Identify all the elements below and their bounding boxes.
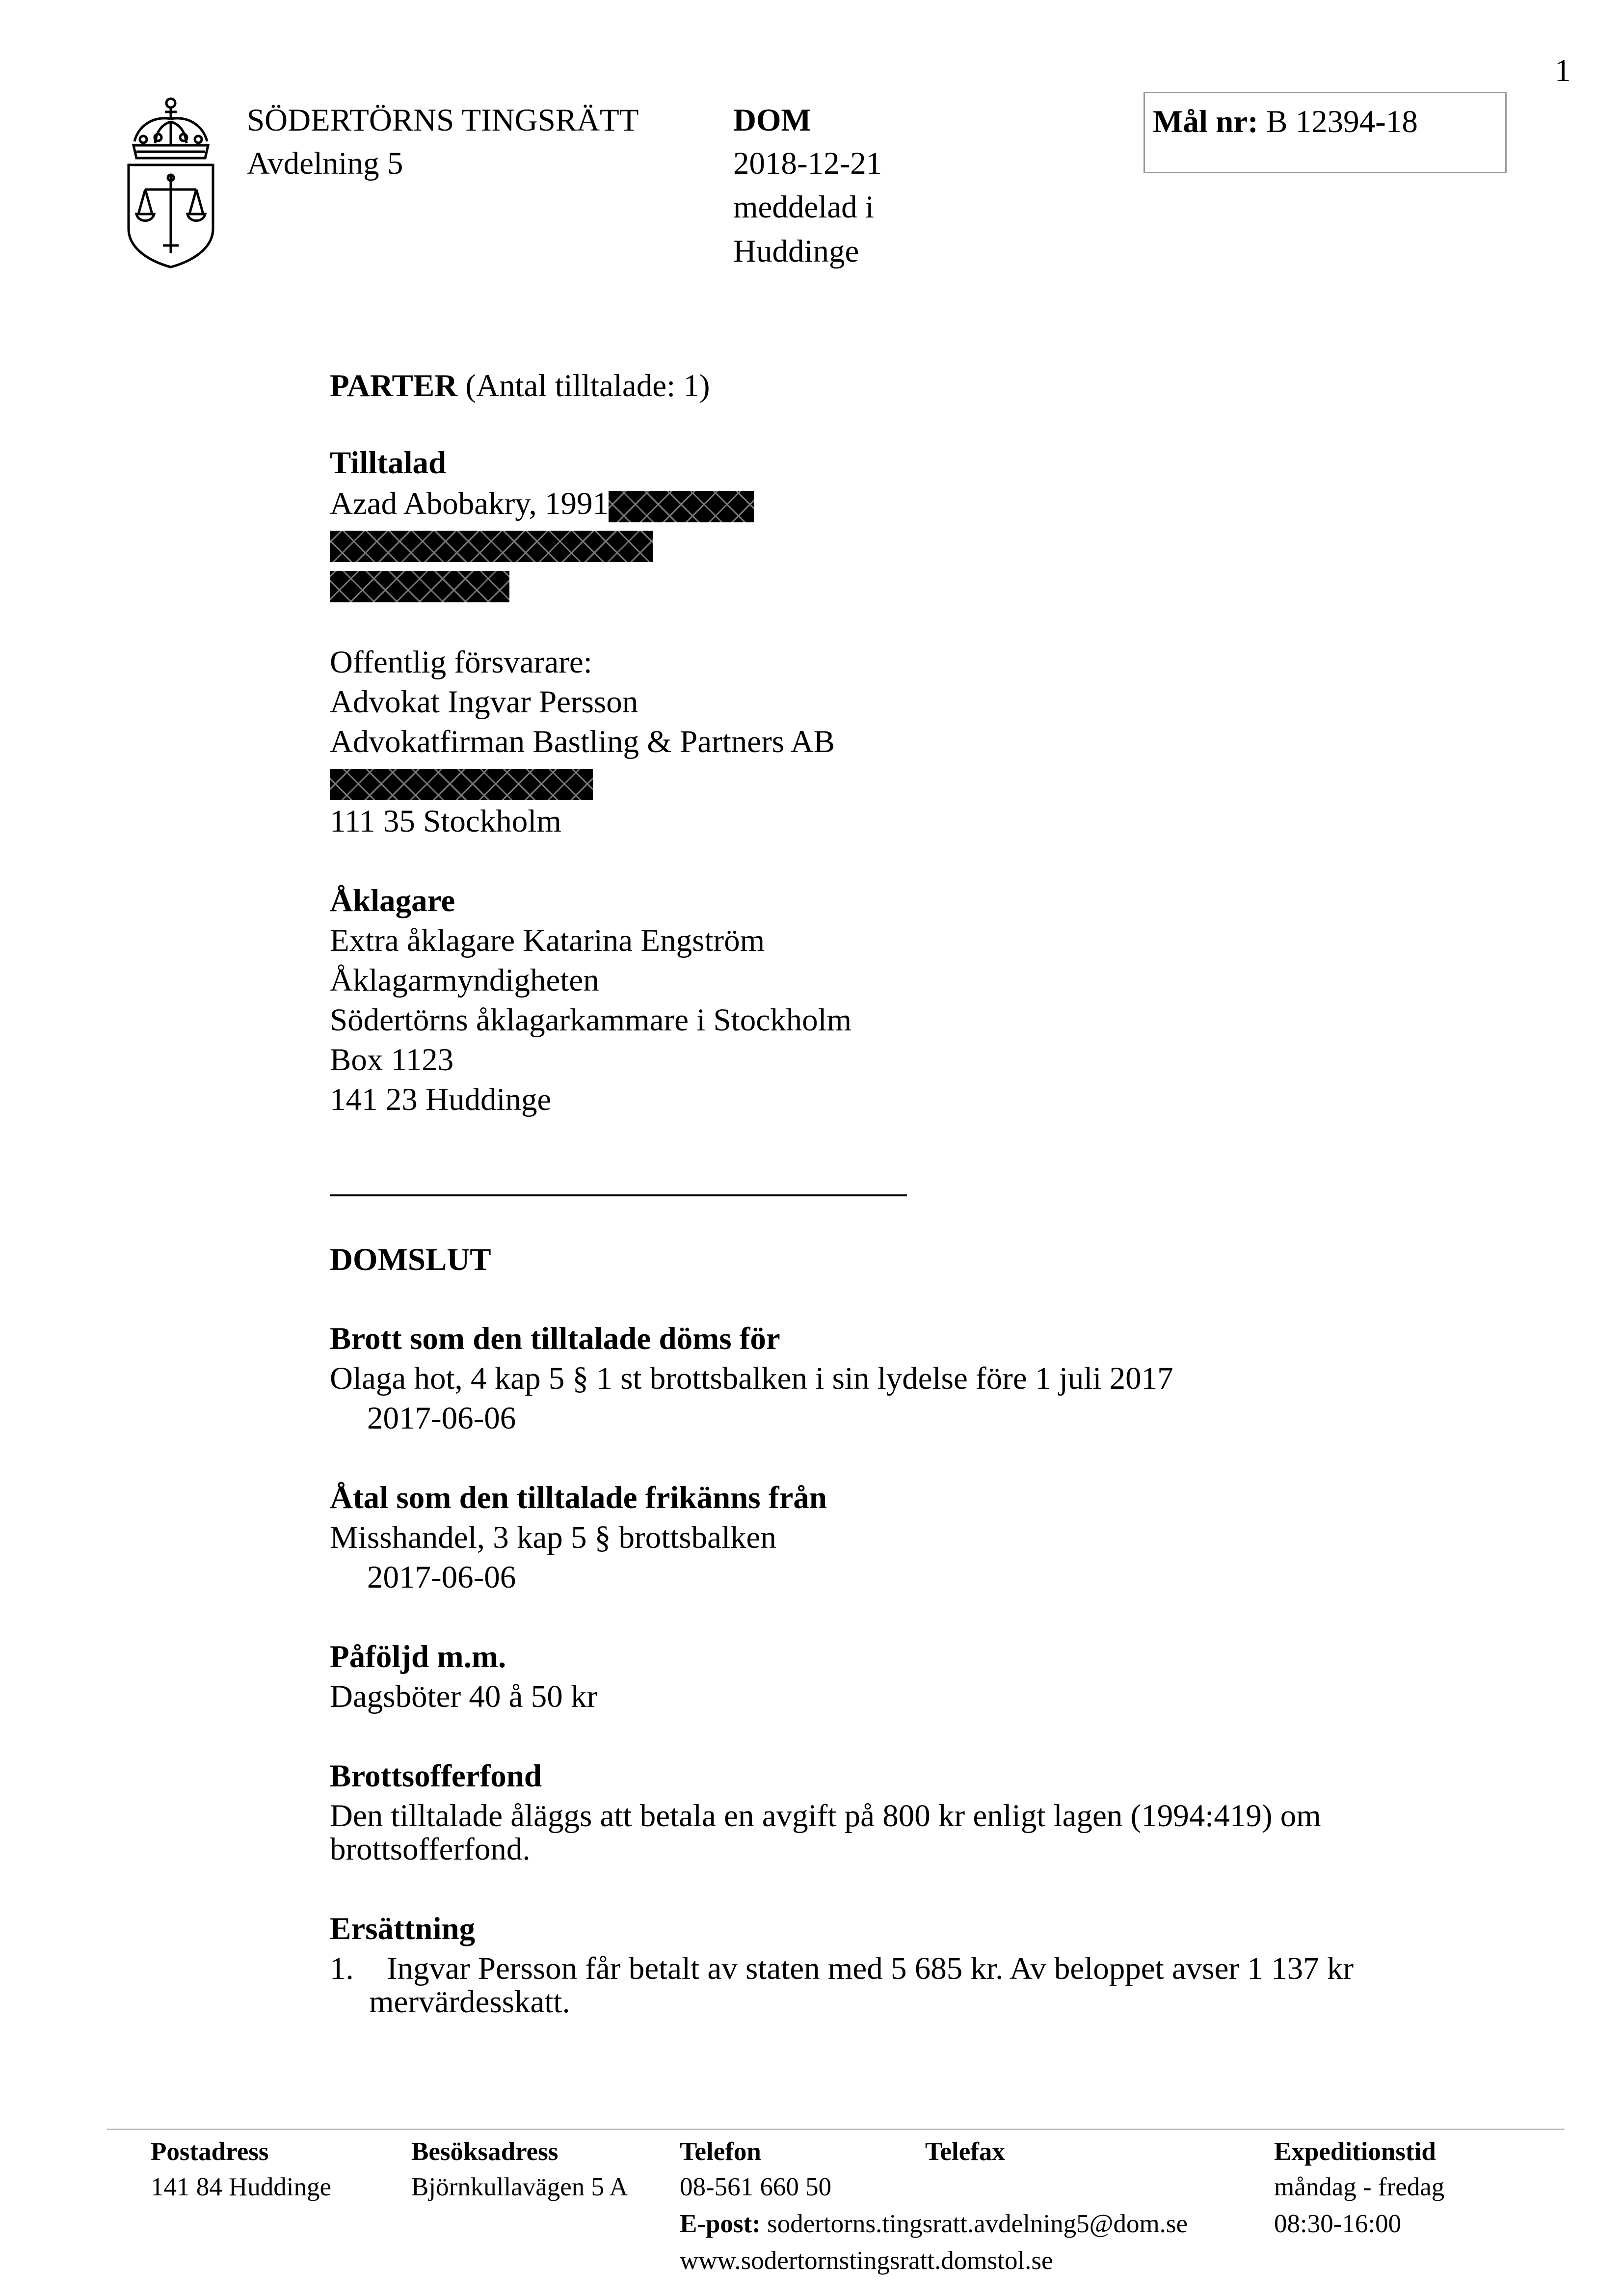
verdict-heading: DOMSLUT [330,1242,491,1277]
footer-postal-value: 141 84 Huddinge [151,2173,332,2201]
footer-phone-label: Telefon [680,2137,761,2166]
defendant-heading: Tilltalad [330,445,447,481]
sanction-heading: Påföljd m.m. [330,1639,506,1675]
footer-divider [107,2129,1565,2130]
defendant-name: Azad Abobakry, 1991 [330,486,609,521]
case-number: B 12394-18 [1266,104,1418,139]
prosecutor-line: Åklagarmyndigheten [330,963,599,998]
footer-phone-value: 08-561 660 50 [680,2173,832,2201]
parties-heading-line [330,366,710,406]
defendant-count: (Antal tilltalade: 1) [465,368,710,404]
court-emblem-icon [124,96,218,269]
prosecutor-line: Södertörns åklagarkammare i Stockholm [330,1002,852,1038]
footer-hours-days: måndag - fredag [1274,2173,1445,2201]
issued-label: meddelad i [733,189,874,225]
defender-name: Advokat Ingvar Persson [330,684,638,720]
page-number: 1 [1555,53,1571,88]
compensation-text-line2: mervärdesskatt. [369,1984,570,2020]
footer-postal-label: Postadress [151,2137,269,2166]
fund-text-line1: Den tilltalade åläggs att betala en avgift på 800 kr enligt lagen (1994:419) om [330,1798,1321,1834]
defender-city: 111 35 Stockholm [330,804,561,839]
fund-text-line2: brottsofferfond. [330,1832,531,1867]
acquitted-heading: Åtal som den tilltalade frikänns från [330,1480,827,1515]
footer-hours-label: Expeditionstid [1274,2137,1436,2166]
prosecutor-line: Extra åklagare Katarina Engström [330,923,765,958]
case-number-label: Mål nr: [1153,104,1258,139]
footer-email-label: E-post: [680,2210,761,2238]
document-date: 2018-12-21 [733,146,882,181]
fund-heading: Brottsofferfond [330,1758,542,1794]
convicted-heading: Brott som den tilltalade döms för [330,1321,780,1356]
acquitted-crime: Misshandel, 3 kap 5 § brottsbalken [330,1520,776,1555]
footer-email-line [680,2206,1188,2242]
footer-visit-value: Björnkullavägen 5 A [411,2173,628,2201]
court-name: SÖDERTÖRNS TINGSRÄTT [247,103,639,138]
department: Avdelning 5 [247,146,403,181]
redaction-block [330,571,509,602]
convicted-date: 2017-06-06 [367,1401,516,1436]
compensation-text-line1: Ingvar Persson får betalt av staten med 5 685 kr. Av beloppet avser 1 137 kr [387,1951,1354,1986]
defender-label: Offentlig försvarare: [330,645,592,680]
footer-website: www.sodertornstingsratt.domstol.se [680,2246,1053,2275]
compensation-number: 1. [330,1951,354,1986]
prosecutor-line: Box 1123 [330,1042,454,1078]
defendant-name-line [330,484,754,524]
document-type: DOM [733,103,811,138]
redaction-block [609,491,754,522]
prosecutor-line: 141 23 Huddinge [330,1082,552,1117]
compensation-heading: Ersättning [330,1911,476,1946]
footer-fax-label: Telefax [925,2137,1005,2166]
redaction-block [330,531,653,562]
acquitted-date: 2017-06-06 [367,1560,516,1595]
footer-email-value: sodertorns.tingsratt.avdelning5@dom.se [767,2210,1188,2238]
section-divider [330,1194,907,1196]
defender-firm: Advokatfirman Bastling & Partners AB [330,724,835,759]
redaction-block [330,769,593,800]
case-number-box [1143,92,1507,173]
convicted-crime: Olaga hot, 4 kap 5 § 1 st brottsbalken i sin lydelse före 1 juli 2017 [330,1361,1173,1396]
issued-place: Huddinge [733,234,859,269]
sanction-text: Dagsböter 40 å 50 kr [330,1679,598,1714]
parties-heading: PARTER [330,368,458,404]
footer-hours-time: 08:30-16:00 [1274,2210,1402,2238]
footer-visit-label: Besöksadress [411,2137,558,2166]
prosecutor-heading: Åklagare [330,883,455,918]
